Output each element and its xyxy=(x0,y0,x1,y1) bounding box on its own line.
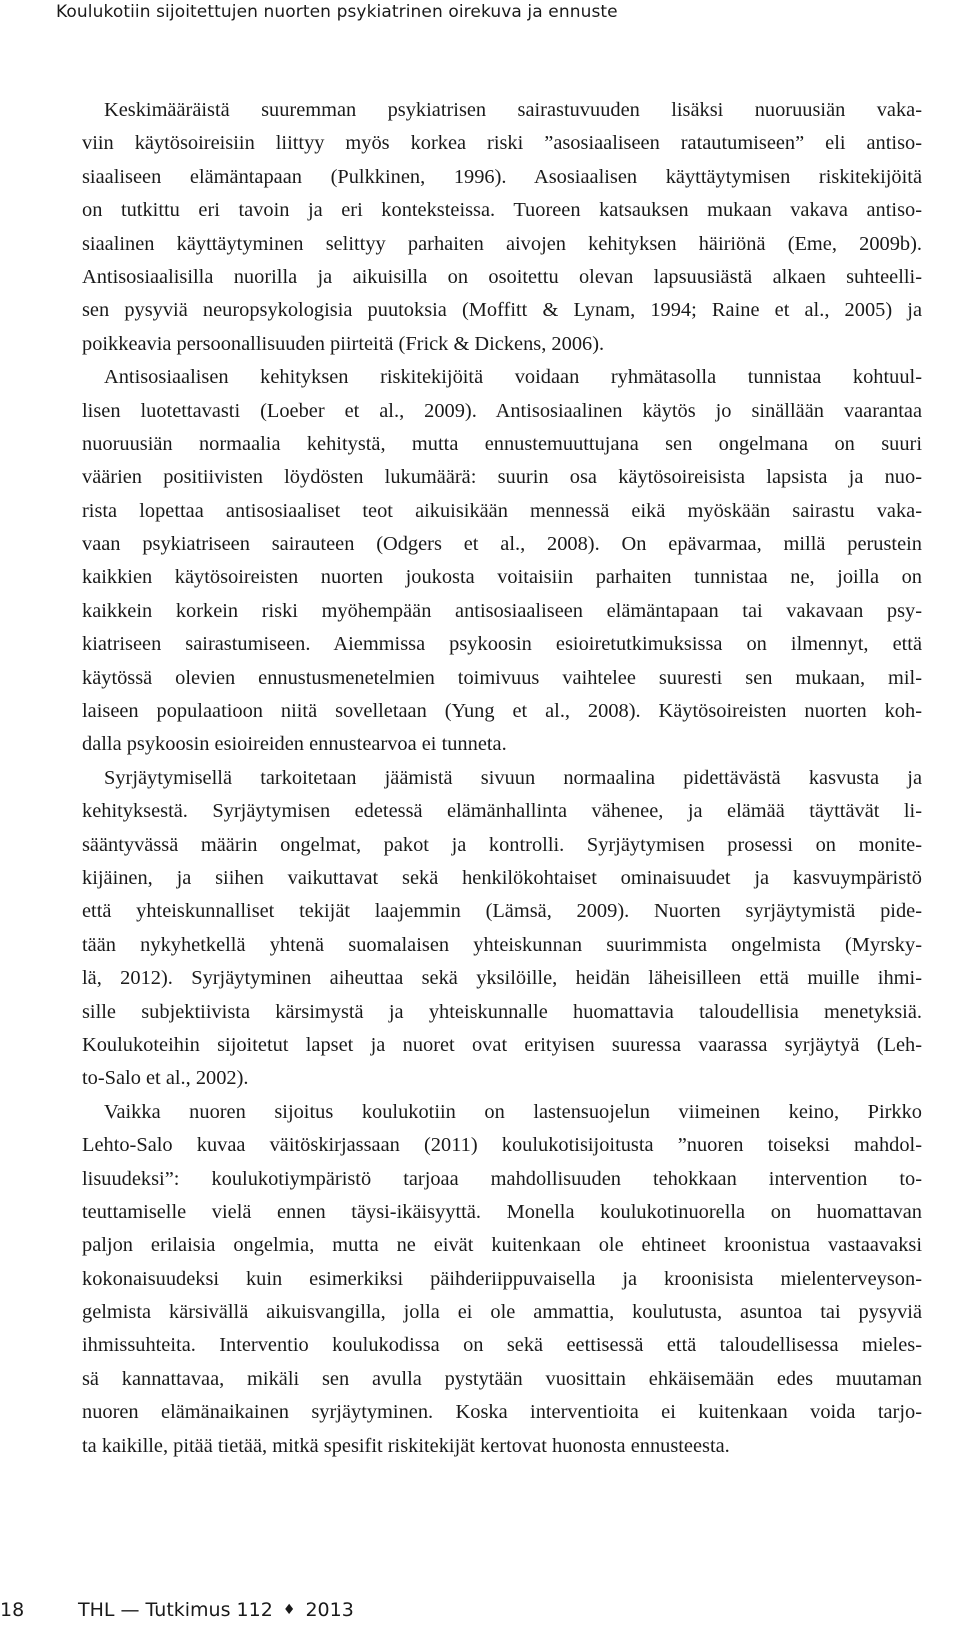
text-line: paljon erilaisia ongelmia, mutta ne eivät kuitenkaan ole ehtineet kroonistua vastaavaksi xyxy=(82,1234,922,1257)
text-line: käytössä olevien ennustusmenetelmien toimivuus vaihtelee suuresti sen mukaan, mil- xyxy=(82,666,922,689)
text-line: on tutkittu eri tavoin ja eri konteksteissa. Tuoreen katsauksen mukaan vakava antiso- xyxy=(82,199,922,222)
text-line: poikkeavia persoonallisuuden piirteitä (Frick & Dickens, 2006). xyxy=(82,332,605,355)
text-line: ta kaikille, pitää tietää, mitkä spesifit riskitekijät kertovat huonosta ennusteesta. xyxy=(82,1434,730,1457)
text-line: kiatriseen sairastumiseen. Aiemmissa psykoosin esioiretutkimuksissa on ilmennyt, että xyxy=(82,633,922,656)
text-line: sen pysyviä neuropsykologisia puutoksia (Moffitt & Lynam, 1994; Raine et al., 2005) ja xyxy=(82,299,922,322)
text-line: Antisosiaalisen kehityksen riskitekijöitä voidaan ryhmätasolla tunnistaa kohtuul- xyxy=(104,366,922,389)
text-line: lä, 2012). Syrjäytyminen aiheuttaa sekä yksilöille, heidän läheisilleen että muille ihmi- xyxy=(82,967,922,990)
text-line: nuoruusiän normaalia kehitystä, mutta ennustemuuttujana sen ongelmana on suuri xyxy=(82,432,922,455)
text-line: to-Salo et al., 2002). xyxy=(82,1067,249,1090)
text-line: väärien positiivisten löydösten lukumäärä: suurin osa käytösoireisista lapsista ja nuo- xyxy=(82,466,922,489)
diamond-separator-icon: ♦ xyxy=(282,1602,296,1618)
text-line: dalla psykoosin esioireiden ennustearvoa ei tunneta. xyxy=(82,733,507,756)
text-line: tään nykyhetkellä yhtenä suomalaisen yhteiskunnan suurimmista ongelmista (Myrsky- xyxy=(82,933,922,956)
publication-year: 2013 xyxy=(305,1599,354,1621)
text-line: gelmista kärsivällä aikuisvangilla, jolla ei ole ammattia, koulutusta, asuntoa tai pysyviä xyxy=(82,1301,922,1324)
text-line: nuoren elämänaikainen syrjäytyminen. Koska interventioita ei kuitenkaan voida tarjo- xyxy=(82,1401,922,1424)
text-line: kehityksestä. Syrjäytymisen edetessä elämänhallinta vähenee, ja elämää täyttävät li- xyxy=(82,800,922,823)
text-line: lisuudeksi”: koulukotiympäristö tarjoaa mahdollisuuden tehokkaan intervention to- xyxy=(82,1167,922,1190)
text-line: kaikkien käytösoireisten nuorten joukosta voitaisiin parhaiten tunnistaa ne, joilla on xyxy=(82,566,922,589)
text-line: laiseen populaatioon niitä sovelletaan (Yung et al., 2008). Käytösoireisten nuorten koh- xyxy=(82,700,922,723)
text-line: lisen luotettavasti (Loeber et al., 2009). Antisosiaalinen käytös jo sinällään vaarantaa xyxy=(82,399,922,422)
text-line: sääntyvässä määrin ongelmat, pakot ja kontrolli. Syrjäytymisen prosessi on monite- xyxy=(82,833,922,856)
text-line: rista lopettaa antisosiaaliset teot aikuisikään mennessä eikä myöskään sairastu vaka- xyxy=(82,499,922,522)
text-line: sille subjektiivista kärsimystä ja yhteiskunnalle huomattavia taloudellisia menetyksiä. xyxy=(82,1000,922,1023)
running-head-title: Koulukotiin sijoitettujen nuorten psykiatrinen oirekuva ja ennuste xyxy=(56,2,618,22)
text-line: ihmissuhteita. Interventio koulukodissa on sekä eettisessä että taloudellisessa mieles- xyxy=(82,1334,922,1357)
page-number: 18 xyxy=(0,1599,25,1621)
text-line: kokonaisuudeksi kuin esimerkiksi päihderiippuvaisella ja kroonisista mielenterveyson- xyxy=(82,1267,922,1290)
text-line: sä kannattavaa, mikäli sen avulla pystytään vuosittain ehkäisemään edes muutaman xyxy=(82,1367,922,1390)
text-line: Antisosiaalisilla nuorilla ja aikuisilla on osoitettu olevan lapsuusiästä alkaen suhteelli- xyxy=(82,265,922,288)
text-line: että yhteiskunnalliset tekijät laajemmin (Lämsä, 2009). Nuorten syrjäytymistä pide- xyxy=(82,900,922,923)
text-line: Vaikka nuoren sijoitus koulukotiin on lastensuojelun viimeinen keino, Pirkko xyxy=(104,1100,922,1123)
series-name: THL — Tutkimus 112 xyxy=(78,1599,273,1621)
series-label xyxy=(78,1597,354,1623)
body-text xyxy=(82,94,922,1463)
text-line: teuttamiselle vielä ennen täysi-ikäisyyttä. Monella koulukotinuorella on huomattavan xyxy=(82,1200,922,1223)
text-line: viin käytösoireisiin liittyy myös korkea riski ”asosiaaliseen ratautumiseen” eli antiso- xyxy=(82,132,922,155)
text-line: siaaliseen elämäntapaan (Pulkkinen, 1996). Asosiaalisen käyttäytymisen riskitekijöitä xyxy=(82,165,922,188)
text-line: Syrjäytymisellä tarkoitetaan jäämistä sivuun normaalina pidettävästä kasvusta ja xyxy=(104,766,922,789)
text-line: Koulukoteihin sijoitetut lapset ja nuoret ovat erityisen suuressa vaarassa syrjäytyä (Leh- xyxy=(82,1033,922,1056)
text-line: siaalinen käyttäytyminen selittyy parhaiten aivojen kehityksen häiriönä (Eme, 2009b). xyxy=(82,232,922,255)
text-line: Lehto-Salo kuvaa väitöskirjassaan (2011) koulukotisijoitusta ”nuoren toiseksi mahdol- xyxy=(82,1134,922,1157)
text-line: vaan psykiatriseen sairauteen (Odgers et al., 2008). On epävarmaa, millä perustein xyxy=(82,533,922,556)
text-line: kijäinen, ja siihen vaikuttavat sekä henkilökohtaiset ominaisuudet ja kasvuympäristö xyxy=(82,866,922,889)
text-line: kaikkein korkein riski myöhempään antisosiaaliseen elämäntapaan tai vakavaan psy- xyxy=(82,599,922,622)
text-line: Keskimääräistä suuremman psykiatrisen sairastuvuuden lisäksi nuoruusiän vaka- xyxy=(104,99,922,121)
